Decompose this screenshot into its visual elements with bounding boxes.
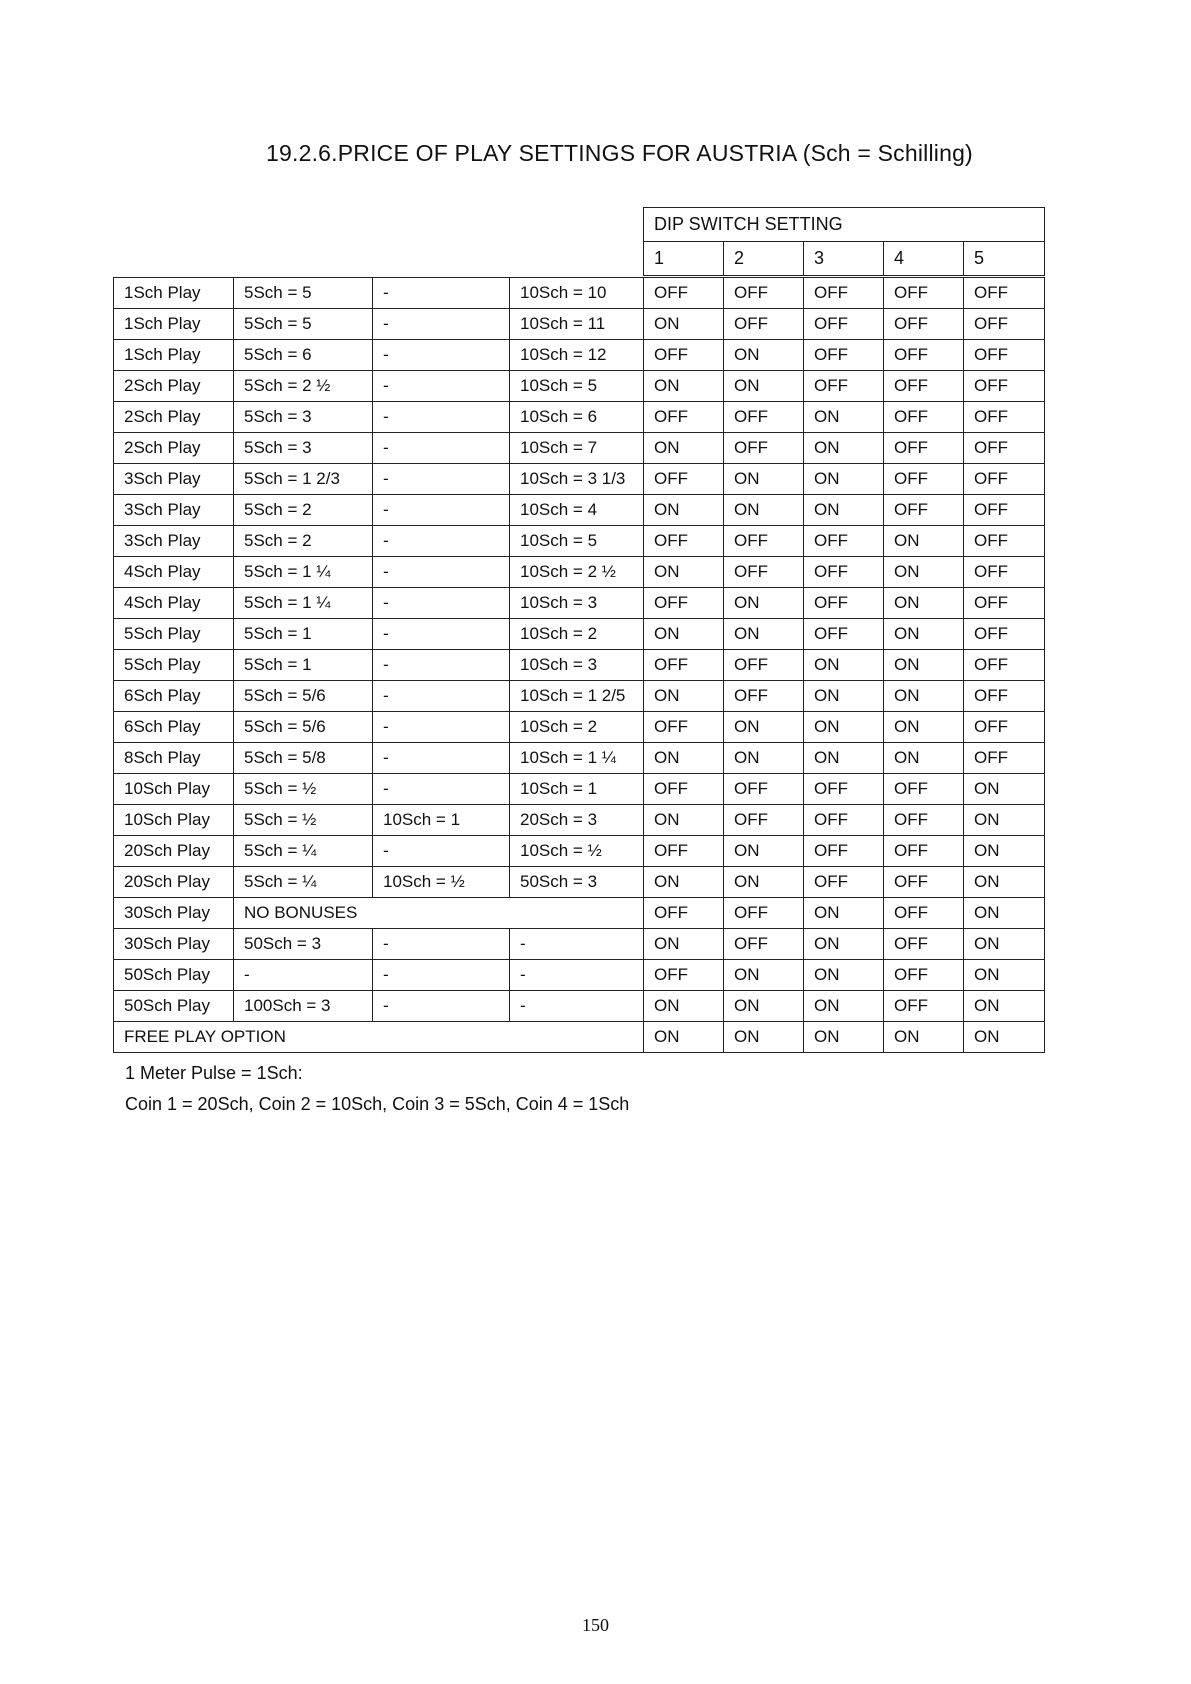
play-price-cell: 8Sch Play bbox=[114, 743, 234, 774]
play-price-cell: 5Sch Play bbox=[114, 619, 234, 650]
table-row bbox=[114, 960, 1045, 991]
dip-switch-2-cell: ON bbox=[724, 712, 804, 743]
dip-switch-4-cell: ON bbox=[884, 1022, 964, 1053]
bonus-10sch-cell: 10Sch = ½ bbox=[373, 867, 510, 898]
dip-switch-3-cell: ON bbox=[804, 743, 884, 774]
play-price-cell: 2Sch Play bbox=[114, 371, 234, 402]
bonus-large-coin-cell: 10Sch = 4 bbox=[510, 495, 644, 526]
dip-switch-4-cell: OFF bbox=[884, 402, 964, 433]
bonus-5sch-cell: 5Sch = ¼ bbox=[234, 867, 373, 898]
table-row bbox=[114, 898, 1045, 929]
dip-switch-5-cell: ON bbox=[964, 805, 1045, 836]
play-price-cell: 5Sch Play bbox=[114, 650, 234, 681]
bonus-large-coin-cell: - bbox=[510, 929, 644, 960]
dip-switch-3-cell: OFF bbox=[804, 278, 884, 309]
table-row bbox=[114, 681, 1045, 712]
dip-switch-header bbox=[643, 207, 1045, 276]
bonus-10sch-cell: - bbox=[373, 774, 510, 805]
play-price-cell: 2Sch Play bbox=[114, 433, 234, 464]
dip-switch-5-cell: OFF bbox=[964, 743, 1045, 774]
dip-switch-2-cell: OFF bbox=[724, 898, 804, 929]
bonus-10sch-cell: 10Sch = 1 bbox=[373, 805, 510, 836]
bonus-large-coin-cell: 10Sch = 12 bbox=[510, 340, 644, 371]
dip-switch-4-cell: OFF bbox=[884, 278, 964, 309]
dip-switch-1-cell: ON bbox=[644, 743, 724, 774]
bonus-10sch-cell: - bbox=[373, 526, 510, 557]
dip-switch-2-cell: OFF bbox=[724, 650, 804, 681]
dip-switch-1-cell: OFF bbox=[644, 526, 724, 557]
bonus-5sch-cell: 5Sch = 5/6 bbox=[234, 681, 373, 712]
bonus-large-coin-cell: 10Sch = 2 bbox=[510, 619, 644, 650]
dip-switch-3-cell: OFF bbox=[804, 371, 884, 402]
dip-switch-1-cell: OFF bbox=[644, 588, 724, 619]
dip-switch-4-cell: ON bbox=[884, 557, 964, 588]
dip-switch-3-cell: ON bbox=[804, 960, 884, 991]
bonus-10sch-cell: - bbox=[373, 929, 510, 960]
switch-number: 2 bbox=[724, 242, 804, 276]
dip-switch-1-cell: ON bbox=[644, 867, 724, 898]
bonus-5sch-cell: 5Sch = ½ bbox=[234, 774, 373, 805]
table-row bbox=[114, 805, 1045, 836]
play-price-cell: 50Sch Play bbox=[114, 991, 234, 1022]
dip-switch-3-cell: ON bbox=[804, 929, 884, 960]
dip-switch-1-cell: ON bbox=[644, 309, 724, 340]
dip-switch-5-cell: OFF bbox=[964, 526, 1045, 557]
dip-switch-4-cell: ON bbox=[884, 712, 964, 743]
dip-switch-3-cell: OFF bbox=[804, 836, 884, 867]
dip-switch-4-cell: OFF bbox=[884, 464, 964, 495]
bonus-10sch-cell: - bbox=[373, 960, 510, 991]
dip-switch-5-cell: OFF bbox=[964, 712, 1045, 743]
bonus-5sch-cell: 5Sch = 1 ¼ bbox=[234, 588, 373, 619]
dip-switch-3-cell: ON bbox=[804, 991, 884, 1022]
dip-switch-4-cell: OFF bbox=[884, 991, 964, 1022]
table-row bbox=[114, 495, 1045, 526]
bonus-10sch-cell: - bbox=[373, 743, 510, 774]
dip-switch-5-cell: ON bbox=[964, 1022, 1045, 1053]
bonus-5sch-cell: 5Sch = 1 2/3 bbox=[234, 464, 373, 495]
dip-switch-5-cell: OFF bbox=[964, 495, 1045, 526]
play-price-cell: 3Sch Play bbox=[114, 526, 234, 557]
dip-switch-5-cell: ON bbox=[964, 898, 1045, 929]
dip-switch-2-cell: ON bbox=[724, 836, 804, 867]
dip-switch-2-cell: ON bbox=[724, 867, 804, 898]
bonus-large-coin-cell: 10Sch = 7 bbox=[510, 433, 644, 464]
bonus-large-coin-cell: 10Sch = 2 bbox=[510, 712, 644, 743]
dip-switch-2-cell: ON bbox=[724, 464, 804, 495]
dip-switch-5-cell: OFF bbox=[964, 340, 1045, 371]
dip-switch-1-cell: OFF bbox=[644, 278, 724, 309]
bonus-10sch-cell: - bbox=[373, 278, 510, 309]
dip-switch-1-cell: ON bbox=[644, 991, 724, 1022]
bonus-5sch-cell: 5Sch = 5 bbox=[234, 278, 373, 309]
dip-switch-1-cell: ON bbox=[644, 557, 724, 588]
dip-switch-3-cell: ON bbox=[804, 898, 884, 929]
bonus-large-coin-cell: 10Sch = 5 bbox=[510, 526, 644, 557]
play-price-cell: 1Sch Play bbox=[114, 340, 234, 371]
table-row bbox=[114, 774, 1045, 805]
play-price-cell: 30Sch Play bbox=[114, 898, 234, 929]
dip-switch-2-cell: ON bbox=[724, 495, 804, 526]
table-row bbox=[114, 526, 1045, 557]
dip-switch-1-cell: ON bbox=[644, 433, 724, 464]
bonus-10sch-cell: - bbox=[373, 650, 510, 681]
free-play-label: FREE PLAY OPTION bbox=[114, 1022, 644, 1053]
bonus-5sch-cell: 50Sch = 3 bbox=[234, 929, 373, 960]
table-row bbox=[114, 309, 1045, 340]
dip-switch-4-cell: OFF bbox=[884, 495, 964, 526]
page-title: 19.2.6.PRICE OF PLAY SETTINGS FOR AUSTRIA (Sch = Schilling) bbox=[266, 140, 973, 166]
dip-switch-5-cell: OFF bbox=[964, 619, 1045, 650]
play-price-cell: 10Sch Play bbox=[114, 774, 234, 805]
play-price-cell: 4Sch Play bbox=[114, 557, 234, 588]
dip-switch-1-cell: ON bbox=[644, 371, 724, 402]
bonus-5sch-cell: 5Sch = ¼ bbox=[234, 836, 373, 867]
dip-switch-1-cell: ON bbox=[644, 929, 724, 960]
dip-switch-3-cell: ON bbox=[804, 402, 884, 433]
play-price-cell: 2Sch Play bbox=[114, 402, 234, 433]
bonus-large-coin-cell: 10Sch = 6 bbox=[510, 402, 644, 433]
play-price-cell: 6Sch Play bbox=[114, 681, 234, 712]
table-row bbox=[114, 619, 1045, 650]
price-settings-table bbox=[113, 277, 1045, 1053]
dip-switch-2-cell: ON bbox=[724, 991, 804, 1022]
dip-switch-1-cell: OFF bbox=[644, 464, 724, 495]
bonus-large-coin-cell: 10Sch = 10 bbox=[510, 278, 644, 309]
dip-switch-5-cell: OFF bbox=[964, 557, 1045, 588]
bonus-large-coin-cell: 10Sch = 11 bbox=[510, 309, 644, 340]
bonus-10sch-cell: - bbox=[373, 371, 510, 402]
bonus-large-coin-cell: - bbox=[510, 991, 644, 1022]
dip-switch-4-cell: OFF bbox=[884, 836, 964, 867]
bonus-5sch-cell: 5Sch = 2 bbox=[234, 526, 373, 557]
table-row bbox=[114, 712, 1045, 743]
dip-switch-1-cell: ON bbox=[644, 495, 724, 526]
bonus-10sch-cell: - bbox=[373, 991, 510, 1022]
bonus-10sch-cell: - bbox=[373, 712, 510, 743]
bonus-large-coin-cell: 10Sch = 5 bbox=[510, 371, 644, 402]
dip-switch-3-cell: OFF bbox=[804, 526, 884, 557]
play-price-cell: 20Sch Play bbox=[114, 867, 234, 898]
dip-switch-4-cell: ON bbox=[884, 743, 964, 774]
dip-switch-3-cell: OFF bbox=[804, 805, 884, 836]
dip-switch-3-cell: OFF bbox=[804, 588, 884, 619]
play-price-cell: 30Sch Play bbox=[114, 929, 234, 960]
bonus-5sch-cell: 5Sch = 1 bbox=[234, 650, 373, 681]
dip-switch-3-cell: ON bbox=[804, 681, 884, 712]
dip-switch-3-cell: OFF bbox=[804, 774, 884, 805]
table-row bbox=[114, 867, 1045, 898]
dip-switch-4-cell: ON bbox=[884, 619, 964, 650]
bonus-5sch-cell: 5Sch = 5 bbox=[234, 309, 373, 340]
dip-switch-4-cell: OFF bbox=[884, 371, 964, 402]
play-price-cell: 20Sch Play bbox=[114, 836, 234, 867]
dip-switch-1-cell: OFF bbox=[644, 836, 724, 867]
dip-switch-5-cell: OFF bbox=[964, 309, 1045, 340]
dip-switch-5-cell: ON bbox=[964, 960, 1045, 991]
dip-switch-1-cell: OFF bbox=[644, 712, 724, 743]
dip-switch-1-cell: OFF bbox=[644, 402, 724, 433]
dip-switch-5-cell: OFF bbox=[964, 433, 1045, 464]
dip-switch-2-cell: OFF bbox=[724, 805, 804, 836]
dip-switch-2-cell: OFF bbox=[724, 433, 804, 464]
dip-switch-3-cell: OFF bbox=[804, 557, 884, 588]
bonus-5sch-cell: 5Sch = 3 bbox=[234, 433, 373, 464]
dip-switch-5-cell: OFF bbox=[964, 464, 1045, 495]
dip-switch-4-cell: OFF bbox=[884, 929, 964, 960]
dip-switch-1-cell: OFF bbox=[644, 774, 724, 805]
play-price-cell: 1Sch Play bbox=[114, 309, 234, 340]
table-row bbox=[114, 402, 1045, 433]
dip-switch-2-cell: OFF bbox=[724, 402, 804, 433]
switch-number: 5 bbox=[964, 242, 1045, 276]
dip-switch-5-cell: OFF bbox=[964, 371, 1045, 402]
dip-switch-4-cell: OFF bbox=[884, 960, 964, 991]
dip-switch-4-cell: OFF bbox=[884, 898, 964, 929]
dip-switch-1-cell: ON bbox=[644, 619, 724, 650]
dip-switch-1-cell: ON bbox=[644, 1022, 724, 1053]
bonus-large-coin-cell: - bbox=[510, 960, 644, 991]
bonus-large-coin-cell: 10Sch = 1 2/5 bbox=[510, 681, 644, 712]
dip-switch-5-cell: OFF bbox=[964, 402, 1045, 433]
bonus-5sch-cell: 5Sch = 6 bbox=[234, 340, 373, 371]
switch-number: 4 bbox=[884, 242, 964, 276]
bonus-10sch-cell: - bbox=[373, 588, 510, 619]
table-row bbox=[114, 557, 1045, 588]
dip-switch-3-cell: OFF bbox=[804, 867, 884, 898]
dip-switch-5-cell: OFF bbox=[964, 681, 1045, 712]
dip-switch-1-cell: OFF bbox=[644, 340, 724, 371]
dip-switch-2-cell: OFF bbox=[724, 278, 804, 309]
bonus-large-coin-cell: 20Sch = 3 bbox=[510, 805, 644, 836]
table-row bbox=[114, 588, 1045, 619]
dip-switch-2-cell: ON bbox=[724, 1022, 804, 1053]
bonus-10sch-cell: - bbox=[373, 464, 510, 495]
dip-switch-3-cell: OFF bbox=[804, 619, 884, 650]
play-price-cell: 6Sch Play bbox=[114, 712, 234, 743]
dip-switch-4-cell: OFF bbox=[884, 309, 964, 340]
meter-pulse-note: 1 Meter Pulse = 1Sch: bbox=[125, 1063, 303, 1083]
dip-switch-2-cell: OFF bbox=[724, 309, 804, 340]
bonus-large-coin-cell: 10Sch = 3 bbox=[510, 588, 644, 619]
bonus-large-coin-cell: 50Sch = 3 bbox=[510, 867, 644, 898]
bonus-5sch-cell: 5Sch = 3 bbox=[234, 402, 373, 433]
bonus-10sch-cell: - bbox=[373, 619, 510, 650]
table-row bbox=[114, 433, 1045, 464]
bonus-10sch-cell: - bbox=[373, 402, 510, 433]
bonus-5sch-cell: 5Sch = 1 ¼ bbox=[234, 557, 373, 588]
dip-switch-1-cell: OFF bbox=[644, 650, 724, 681]
dip-switch-4-cell: ON bbox=[884, 588, 964, 619]
bonus-5sch-cell: 100Sch = 3 bbox=[234, 991, 373, 1022]
dip-switch-1-cell: ON bbox=[644, 805, 724, 836]
dip-switch-4-cell: ON bbox=[884, 526, 964, 557]
play-price-cell: 50Sch Play bbox=[114, 960, 234, 991]
dip-switch-4-cell: OFF bbox=[884, 805, 964, 836]
play-price-cell: 3Sch Play bbox=[114, 495, 234, 526]
bonus-10sch-cell: - bbox=[373, 495, 510, 526]
table-row bbox=[114, 836, 1045, 867]
dip-switch-1-cell: OFF bbox=[644, 960, 724, 991]
dip-switch-5-cell: OFF bbox=[964, 278, 1045, 309]
dip-switch-3-cell: OFF bbox=[804, 340, 884, 371]
dip-switch-3-cell: ON bbox=[804, 464, 884, 495]
dip-switch-3-cell: ON bbox=[804, 1022, 884, 1053]
dip-switch-4-cell: OFF bbox=[884, 774, 964, 805]
table-row bbox=[114, 464, 1045, 495]
switch-number: 1 bbox=[644, 242, 724, 276]
table-row bbox=[114, 340, 1045, 371]
table-row bbox=[114, 650, 1045, 681]
dip-switch-4-cell: OFF bbox=[884, 433, 964, 464]
dip-switch-2-cell: OFF bbox=[724, 929, 804, 960]
play-price-cell: 10Sch Play bbox=[114, 805, 234, 836]
bonus-large-coin-cell: 10Sch = 3 1/3 bbox=[510, 464, 644, 495]
bonus-5sch-cell: 5Sch = 2 bbox=[234, 495, 373, 526]
dip-switch-2-cell: OFF bbox=[724, 681, 804, 712]
bonus-cell: NO BONUSES bbox=[234, 898, 644, 929]
page-number: 150 bbox=[582, 1615, 609, 1635]
dip-switch-5-cell: ON bbox=[964, 929, 1045, 960]
dip-switch-3-cell: OFF bbox=[804, 309, 884, 340]
table-row bbox=[114, 1022, 1045, 1053]
play-price-cell: 3Sch Play bbox=[114, 464, 234, 495]
dip-switch-2-cell: ON bbox=[724, 588, 804, 619]
dip-switch-5-cell: ON bbox=[964, 867, 1045, 898]
dip-switch-3-cell: ON bbox=[804, 495, 884, 526]
bonus-5sch-cell: - bbox=[234, 960, 373, 991]
dip-switch-3-cell: ON bbox=[804, 650, 884, 681]
dip-switch-3-cell: ON bbox=[804, 712, 884, 743]
bonus-10sch-cell: - bbox=[373, 836, 510, 867]
bonus-large-coin-cell: 10Sch = 1 ¼ bbox=[510, 743, 644, 774]
bonus-10sch-cell: - bbox=[373, 340, 510, 371]
dip-switch-1-cell: OFF bbox=[644, 898, 724, 929]
bonus-5sch-cell: 5Sch = ½ bbox=[234, 805, 373, 836]
dip-switch-2-cell: OFF bbox=[724, 557, 804, 588]
bonus-large-coin-cell: 10Sch = ½ bbox=[510, 836, 644, 867]
dip-switch-1-cell: ON bbox=[644, 681, 724, 712]
dip-switch-5-cell: OFF bbox=[964, 650, 1045, 681]
dip-switch-2-cell: OFF bbox=[724, 774, 804, 805]
dip-switch-4-cell: OFF bbox=[884, 340, 964, 371]
dip-switch-2-cell: ON bbox=[724, 743, 804, 774]
table-row bbox=[114, 278, 1045, 309]
dip-switch-2-cell: OFF bbox=[724, 526, 804, 557]
dip-switch-4-cell: ON bbox=[884, 681, 964, 712]
bonus-5sch-cell: 5Sch = 1 bbox=[234, 619, 373, 650]
bonus-5sch-cell: 5Sch = 2 ½ bbox=[234, 371, 373, 402]
table-row bbox=[114, 743, 1045, 774]
dip-switch-5-cell: ON bbox=[964, 774, 1045, 805]
coin-values-note: Coin 1 = 20Sch, Coin 2 = 10Sch, Coin 3 = 5Sch, Coin 4 = 1Sch bbox=[125, 1094, 630, 1114]
dip-switch-4-cell: OFF bbox=[884, 867, 964, 898]
dip-switch-2-cell: ON bbox=[724, 619, 804, 650]
bonus-10sch-cell: - bbox=[373, 433, 510, 464]
bonus-5sch-cell: 5Sch = 5/6 bbox=[234, 712, 373, 743]
dip-switch-4-cell: ON bbox=[884, 650, 964, 681]
bonus-large-coin-cell: 10Sch = 1 bbox=[510, 774, 644, 805]
play-price-cell: 4Sch Play bbox=[114, 588, 234, 619]
bonus-large-coin-cell: 10Sch = 2 ½ bbox=[510, 557, 644, 588]
dip-switch-2-cell: ON bbox=[724, 340, 804, 371]
dip-switch-setting-label: DIP SWITCH SETTING bbox=[644, 208, 1045, 242]
bonus-10sch-cell: - bbox=[373, 681, 510, 712]
dip-switch-5-cell: ON bbox=[964, 836, 1045, 867]
dip-switch-5-cell: OFF bbox=[964, 588, 1045, 619]
table-row bbox=[114, 371, 1045, 402]
table-row bbox=[114, 929, 1045, 960]
play-price-cell: 1Sch Play bbox=[114, 278, 234, 309]
dip-switch-3-cell: ON bbox=[804, 433, 884, 464]
switch-number: 3 bbox=[804, 242, 884, 276]
dip-switch-2-cell: ON bbox=[724, 371, 804, 402]
table-row bbox=[114, 991, 1045, 1022]
bonus-10sch-cell: - bbox=[373, 557, 510, 588]
dip-switch-5-cell: ON bbox=[964, 991, 1045, 1022]
bonus-large-coin-cell: 10Sch = 3 bbox=[510, 650, 644, 681]
bonus-10sch-cell: - bbox=[373, 309, 510, 340]
bonus-5sch-cell: 5Sch = 5/8 bbox=[234, 743, 373, 774]
dip-switch-2-cell: ON bbox=[724, 960, 804, 991]
